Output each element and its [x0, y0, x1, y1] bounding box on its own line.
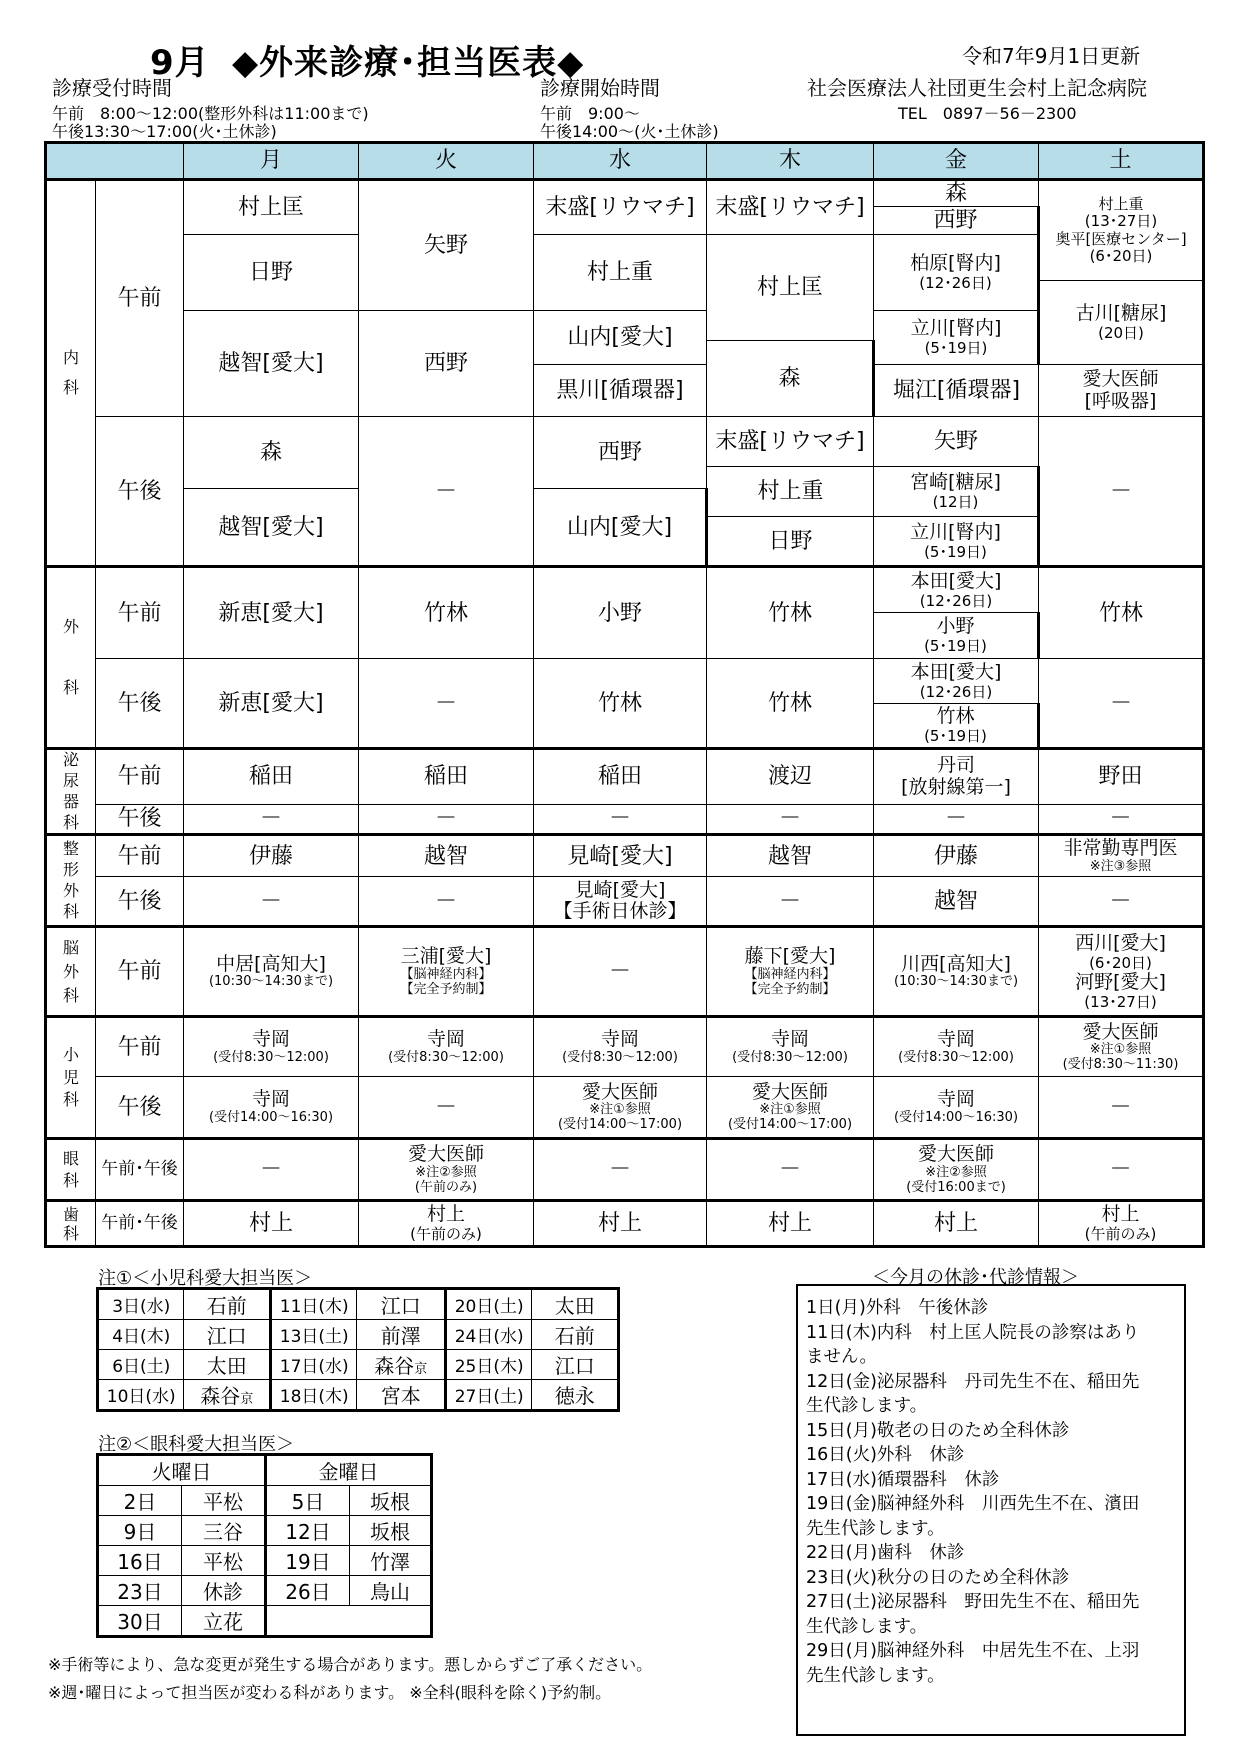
dept-naika: 内 科	[46, 180, 96, 567]
naika-tue-am1: 矢野	[359, 180, 534, 311]
shoni-tue-am: 寺岡 (受付8:30～12:00)	[359, 1017, 534, 1077]
geka-fri-am1: 本田[愛大] (12･26日)	[874, 567, 1039, 613]
slot-pm: 午後	[96, 417, 184, 567]
naika-tue-pm: －	[359, 417, 534, 567]
note1-row: 3日(水) 石前 11日(木) 江口 20日(土) 太田	[98, 1289, 619, 1320]
note1-row: 4日(木) 江口 13日(土) 前澤 24日(水) 石前	[98, 1320, 619, 1350]
nou-mon: 中居[高知大] (10:30～14:30まで)	[184, 927, 359, 1017]
note1-table	[96, 1287, 620, 1412]
reception-am: 午前 8:00～12:00(整形外科は11:00まで)	[52, 104, 369, 123]
naika-thu-pm2: 村上重	[707, 467, 874, 517]
note1-row: 6日(土) 太田 17日(水) 森谷京 25日(木) 江口	[98, 1350, 619, 1380]
dept-shoni: 小 児 科	[46, 1017, 96, 1139]
shika-wed: 村上	[534, 1201, 707, 1247]
note2-head-tue: 火曜日	[98, 1455, 266, 1486]
ganka-mon: －	[184, 1139, 359, 1201]
notice-line: 生代診します。	[806, 1396, 928, 1416]
slot-am: 午前	[96, 1017, 184, 1077]
naika-wed-am2: 村上重	[534, 235, 707, 311]
notice-line: 先生代診します。	[806, 1665, 945, 1686]
nou-tue: 三浦[愛大] 【脳神経内科】 【完全予約制】	[359, 927, 534, 1017]
note2-table	[96, 1453, 433, 1638]
month-label: 9月	[150, 43, 210, 83]
naika-fri-pm3: 立川[腎内] (5･19日)	[874, 517, 1039, 567]
geka-thu-pm: 竹林	[707, 659, 874, 749]
geka-tue-pm: －	[359, 659, 534, 749]
naika-thu-am1: 末盛[リウマチ]	[707, 180, 874, 235]
hinyo-thu-pm: －	[707, 804, 874, 835]
hinyo-fri: 丹司 [放射線第一]	[874, 749, 1039, 804]
naika-sat-am2: 古川[糖尿] (20日)	[1039, 281, 1204, 365]
naika-fri-am3: 立川[腎内] (5･19日)	[874, 311, 1039, 365]
slot-am: 午前	[96, 835, 184, 877]
naika-mon-pm1: 森	[184, 417, 359, 489]
hinyo-wed-pm: －	[534, 804, 707, 835]
nou-thu: 藤下[愛大] 【脳神経内科】 【完全予約制】	[707, 927, 874, 1017]
naika-mon-am2: 日野	[184, 235, 359, 311]
notice-line: 29日(月)脳神経外科 中居先生不在、上羽	[806, 1641, 1140, 1661]
shoni-fri-am: 寺岡 (受付8:30～12:00)	[874, 1017, 1039, 1077]
hinyo-sat-pm: －	[1039, 804, 1204, 835]
ganka-thu: －	[707, 1139, 874, 1201]
shoni-sat-am: 愛大医師 ※注①参照 (受付8:30～11:30)	[1039, 1017, 1204, 1077]
dept-geka: 外 科	[46, 567, 96, 749]
note2-row: 16日 平松 19日 竹澤	[98, 1546, 432, 1576]
naika-thu-pm3: 日野	[707, 517, 874, 567]
seikei-mon-pm: －	[184, 877, 359, 927]
ganka-tue: 愛大医師 ※注②参照 (午前のみ)	[359, 1139, 534, 1201]
updated-date: 令和7年9月1日更新	[962, 44, 1141, 68]
naika-fri-pm1: 矢野	[874, 417, 1039, 467]
page-title: ◆外来診療･担当医表◆	[232, 43, 585, 83]
hospital-name: 社会医療法人社団更生会村上記念病院	[807, 76, 1147, 100]
shoni-wed-pm: 愛大医師 ※注①参照 (受付14:00～17:00)	[534, 1077, 707, 1139]
naika-fri-am1b: 西野	[874, 207, 1039, 235]
dept-ganka: 眼 科	[46, 1139, 96, 1201]
seikei-fri-pm: 越智	[874, 877, 1039, 927]
note2-row: 30日 立花	[98, 1606, 432, 1637]
nou-fri: 川西[高知大] (10:30～14:30まで)	[874, 927, 1039, 1017]
nou-wed: －	[534, 927, 707, 1017]
slot-am: 午前	[96, 567, 184, 659]
geka-tue-am: 竹林	[359, 567, 534, 659]
shoni-thu-pm: 愛大医師 ※注①参照 (受付14:00～17:00)	[707, 1077, 874, 1139]
start-label: 診療開始時間	[540, 76, 660, 100]
geka-wed-pm: 竹林	[534, 659, 707, 749]
shika-fri: 村上	[874, 1201, 1039, 1247]
corner-cell	[46, 143, 184, 180]
note2-row: 23日 休診 26日 鳥山	[98, 1576, 432, 1606]
notice-box	[796, 1284, 1186, 1736]
geka-sat-am: 竹林	[1039, 567, 1204, 659]
seikei-sat-am: 非常勤専門医 ※注③参照	[1039, 835, 1204, 877]
seikei-thu-pm: －	[707, 877, 874, 927]
geka-sat-pm: －	[1039, 659, 1204, 749]
seikei-mon-am: 伊藤	[184, 835, 359, 877]
geka-fri-pm1: 本田[愛大] (12･26日)	[874, 659, 1039, 704]
slot-ampm: 午前･午後	[96, 1201, 184, 1247]
slot-am: 午前	[96, 749, 184, 804]
notice-line: 1日(月)外科 午後休診	[806, 1298, 989, 1318]
nou-sat: 西川[愛大] (6･20日) 河野[愛大] (13･27日)	[1039, 927, 1204, 1017]
shoni-mon-pm: 寺岡 (受付14:00～16:30)	[184, 1077, 359, 1139]
naika-mon-pm2: 越智[愛大]	[184, 489, 359, 567]
notice-line: 22日(月)歯科 休診	[806, 1543, 965, 1563]
slot-pm: 午後	[96, 804, 184, 835]
footnote-1: ※手術等により、急な変更が発生する場合があります。悪しからずご了承ください。	[48, 1655, 653, 1674]
geka-fri-pm2: 竹林 (5･19日)	[874, 704, 1039, 749]
naika-mon-am1: 村上匡	[184, 180, 359, 235]
slot-pm: 午後	[96, 659, 184, 749]
slot-pm: 午後	[96, 877, 184, 927]
notice-line: 11日(木)内科 村上匡人院長の診察はあり	[806, 1322, 1140, 1343]
naika-fri-am1a: 森	[874, 180, 1039, 207]
note2-row: 2日 平松 5日 坂根	[98, 1486, 432, 1516]
hinyo-mon-pm: －	[184, 804, 359, 835]
notice-title: ＜今月の休診･代診情報＞	[872, 1267, 1079, 1288]
geka-mon-pm: 新恵[愛大]	[184, 659, 359, 749]
naika-wed-pm2: 山内[愛大]	[534, 489, 707, 567]
reception-label: 診療受付時間	[52, 76, 172, 100]
notice-line: 15日(月)敬老の日のため全科休診	[806, 1420, 1070, 1441]
shoni-fri-pm: 寺岡 (受付14:00～16:30)	[874, 1077, 1039, 1139]
day-mon: 月	[184, 143, 359, 180]
shoni-tue-pm: －	[359, 1077, 534, 1139]
notice-line: 先生代診します。	[806, 1518, 945, 1539]
schedule-table	[44, 141, 1205, 1248]
naika-sat-am1: 村上重 (13･27日) 奥平[医療センター] (6･20日)	[1039, 180, 1204, 281]
naika-thu-am2: 村上匡	[707, 235, 874, 341]
dept-hinyo: 泌 尿 器 科	[46, 749, 96, 835]
shoni-sat-pm: －	[1039, 1077, 1204, 1139]
notice-line: 19日(金)脳神経外科 川西先生不在、濱田	[806, 1494, 1140, 1514]
day-wed: 水	[534, 143, 707, 180]
slot-ampm: 午前･午後	[96, 1139, 184, 1201]
shoni-mon-am: 寺岡 (受付8:30～12:00)	[184, 1017, 359, 1077]
naika-wed-pm1: 西野	[534, 417, 707, 489]
note2-row: 9日 三谷 12日 坂根	[98, 1516, 432, 1546]
naika-sat-pm: －	[1039, 417, 1204, 567]
hinyo-wed: 稲田	[534, 749, 707, 804]
day-sat: 土	[1039, 143, 1204, 180]
hinyo-tue-pm: －	[359, 804, 534, 835]
naika-wed-am1: 末盛[リウマチ]	[534, 180, 707, 235]
hinyo-sat: 野田	[1039, 749, 1204, 804]
seikei-tue-am: 越智	[359, 835, 534, 877]
naika-wed-am4: 黒川[循環器]	[534, 365, 707, 417]
seikei-sat-pm: －	[1039, 877, 1204, 927]
reception-pm: 午後13:30～17:00(火･土休診)	[52, 122, 277, 141]
seikei-thu-am: 越智	[707, 835, 874, 877]
geka-mon-am: 新恵[愛大]	[184, 567, 359, 659]
day-tue: 火	[359, 143, 534, 180]
naika-fri-pm2: 宮崎[糖尿] (12日)	[874, 467, 1039, 517]
seikei-wed-am: 見崎[愛大]	[534, 835, 707, 877]
start-pm: 午後14:00～(火･土休診)	[540, 122, 719, 141]
note2-title: 注②＜眼科愛大担当医＞	[98, 1434, 295, 1455]
shika-mon: 村上	[184, 1201, 359, 1247]
shika-tue: 村上 (午前のみ)	[359, 1201, 534, 1247]
seikei-tue-pm: －	[359, 877, 534, 927]
naika-thu-pm1: 末盛[リウマチ]	[707, 417, 874, 467]
ganka-fri: 愛大医師 ※注②参照 (受付16:00まで)	[874, 1139, 1039, 1201]
hospital-tel: TEL 0897－56－2300	[898, 104, 1077, 123]
notice-line: 27日(土)泌尿器科 野田先生不在、稲田先	[806, 1592, 1140, 1612]
naika-tue-am2: 西野	[359, 311, 534, 417]
dept-shika: 歯 科	[46, 1201, 96, 1247]
slot-am: 午前	[96, 180, 184, 417]
naika-fri-am4: 堀江[循環器]	[874, 365, 1039, 417]
notice-line: 16日(火)外科 休診	[806, 1445, 965, 1465]
note2-head-fri: 金曜日	[266, 1455, 432, 1486]
notice-line: 23日(火)秋分の日のため全科休診	[806, 1567, 1070, 1588]
notice-line: 17日(水)循環器科 休診	[806, 1469, 1000, 1490]
hinyo-thu: 渡辺	[707, 749, 874, 804]
slot-pm: 午後	[96, 1077, 184, 1139]
slot-am: 午前	[96, 927, 184, 1017]
shika-sat: 村上 (午前のみ)	[1039, 1201, 1204, 1247]
ganka-wed: －	[534, 1139, 707, 1201]
naika-wed-am3: 山内[愛大]	[534, 311, 707, 365]
day-thu: 木	[707, 143, 874, 180]
hinyo-mon: 稲田	[184, 749, 359, 804]
hinyo-fri-pm: －	[874, 804, 1039, 835]
shika-thu: 村上	[707, 1201, 874, 1247]
footnote-2: ※週･曜日によって担当医が変わる科があります。 ※全科(眼科を除く)予約制。	[48, 1683, 612, 1702]
naika-mon-am3: 越智[愛大]	[184, 311, 359, 417]
shoni-wed-am: 寺岡 (受付8:30～12:00)	[534, 1017, 707, 1077]
naika-thu-am3: 森	[707, 341, 874, 417]
shoni-thu-am: 寺岡 (受付8:30～12:00)	[707, 1017, 874, 1077]
dept-seikei: 整 形 外 科	[46, 835, 96, 927]
geka-fri-am2: 小野 (5･19日)	[874, 613, 1039, 659]
geka-thu-am: 竹林	[707, 567, 874, 659]
notice-line: 12日(金)泌尿器科 丹司先生不在、稲田先	[806, 1371, 1140, 1392]
dept-nou: 脳 外 科	[46, 927, 96, 1017]
naika-fri-am2: 柏原[腎内] (12･26日)	[874, 235, 1039, 311]
note1-row: 10日(水) 森谷京 18日(木) 宮本 27日(土) 徳永	[98, 1380, 619, 1411]
note1-title: 注①＜小児科愛大担当医＞	[98, 1268, 313, 1289]
seikei-fri-am: 伊藤	[874, 835, 1039, 877]
notice-line: 生代診します。	[806, 1616, 928, 1637]
seikei-wed-pm: 見崎[愛大] 【手術日休診】	[534, 877, 707, 927]
hinyo-tue: 稲田	[359, 749, 534, 804]
naika-sat-am3: 愛大医師 [呼吸器]	[1039, 365, 1204, 417]
ganka-sat: －	[1039, 1139, 1204, 1201]
geka-wed-am: 小野	[534, 567, 707, 659]
day-fri: 金	[874, 143, 1039, 180]
notice-line: ません。	[806, 1347, 878, 1367]
start-am: 午前 9:00～	[540, 104, 640, 123]
